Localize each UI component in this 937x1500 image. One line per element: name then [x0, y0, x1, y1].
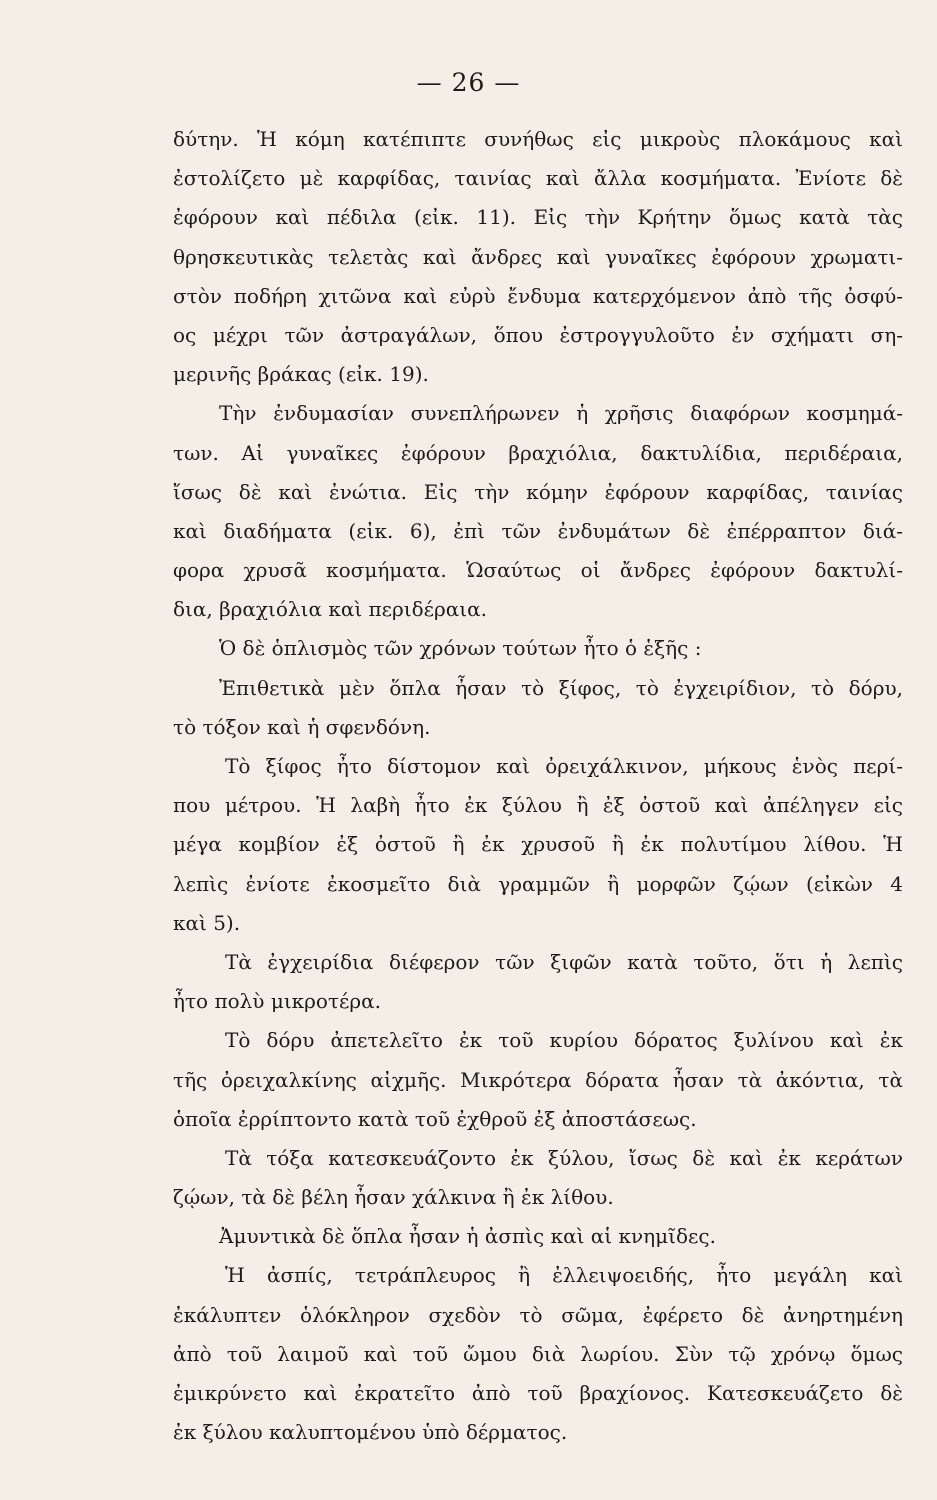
text-line: τῆς ὀρειχαλκίνης αἰχμῆς. Μικρότερα δόρατα ἦσαν τὰ ἀκόντια, τὰ — [173, 1067, 903, 1092]
text-line: ος μέχρι τῶν ἀστραγάλων, ὅπου ἐστρογγυλοῦτο ἐν σχήματι ση- — [173, 322, 903, 347]
text-line: ἐκάλυπτεν ὁλόκληρον σχεδὸν τὸ σῶμα, ἐφέρετο δὲ ἀνηρτημένη — [173, 1302, 903, 1327]
text-line: θρησκευτικὰς τελετὰς καὶ ἄνδρες καὶ γυναῖκες ἐφόρουν χρωματι- — [173, 244, 903, 269]
text-line: Ὁ δὲ ὁπλισμὸς τῶν χρόνων τούτων ἦτο ὁ ἑξῆς : — [219, 636, 702, 661]
text-line: Τὰ τόξα κατεσκευάζοντο ἐκ ξύλου, ἴσως δὲ καὶ ἐκ κεράτων — [225, 1145, 903, 1170]
body-text — [173, 120, 903, 1452]
text-line: Ἡ ἀσπίς, τετράπλευρος ἢ ἐλλειψοειδής, ἦτο μεγάλη καὶ — [225, 1263, 903, 1288]
text-line: τὸ τόξον καὶ ἡ σφενδόνη. — [173, 714, 431, 739]
text-line: δια, βραχιόλια καὶ περιδέραια. — [173, 597, 487, 622]
text-line: ἐμικρύνετο καὶ ἐκρατεῖτο ἀπὸ τοῦ βραχίονος. Κατεσκευάζετο δὲ — [173, 1381, 903, 1405]
text-line: λεπὶς ἐνίοτε ἐκοσμεῖτο διὰ γραμμῶν ἢ μορφῶν ζῴων (εἰκὼν 4 — [173, 871, 903, 896]
text-line: Ἀμυντικὰ δὲ ὅπλα ἦσαν ἡ ἀσπὶς καὶ αἱ κνημῖδες. — [219, 1224, 716, 1249]
text-line: ἐκ ξύλου καλυπτομένου ὑπὸ δέρματος. — [173, 1420, 568, 1445]
text-line: ὁποῖα ἐρρίπτοντο κατὰ τοῦ ἐχθροῦ ἐξ ἀποστάσεως. — [173, 1106, 697, 1131]
text-line: μερινῆς βράκας (εἰκ. 19). — [173, 362, 429, 387]
text-line: ἀπὸ τοῦ λαιμοῦ καὶ τοῦ ὤμου διὰ λωρίου. Σὺν τῷ χρόνῳ ὅμως — [173, 1341, 903, 1366]
text-line: ζῴων, τὰ δὲ βέλη ἦσαν χάλκινα ἢ ἐκ λίθου. — [173, 1185, 614, 1210]
text-line: καὶ διαδήματα (εἰκ. 6), ἐπὶ τῶν ἐνδυμάτων δὲ ἐπέρραπτον διά- — [173, 518, 903, 543]
page-number: — 26 — — [416, 68, 521, 97]
text-line: που μέτρου. Ἡ λαβὴ ἦτο ἐκ ξύλου ἢ ἐξ ὀστοῦ καὶ ἀπέληγεν εἰς — [173, 793, 903, 818]
text-line: Τὸ δόρυ ἀπετελεῖτο ἐκ τοῦ κυρίου δόρατος ξυλίνου καὶ ἐκ — [225, 1028, 903, 1053]
text-line: Τὸ ξίφος ἦτο δίστομον καὶ ὀρειχάλκινον, μήκους ἑνὸς περί- — [225, 754, 903, 778]
text-line: ἦτο πολὺ μικροτέρα. — [173, 989, 382, 1014]
text-line: μέγα κομβίον ἐξ ὀστοῦ ἢ ἐκ χρυσοῦ ἢ ἐκ πολυτίμου λίθου. Ἡ — [173, 832, 903, 857]
text-line: των. Αἱ γυναῖκες ἐφόρουν βραχιόλια, δακτυλίδια, περιδέραια, — [173, 440, 903, 465]
text-line: καὶ 5). — [173, 910, 241, 935]
text-line: φορα χρυσᾶ κοσμήματα. Ὡσαύτως οἱ ἄνδρες ἐφόρουν δακτυλί- — [173, 558, 903, 583]
text-line: ἐστολίζετο μὲ καρφίδας, ταινίας καὶ ἄλλα κοσμήματα. Ἐνίοτε δὲ — [173, 166, 903, 191]
text-line: δύτην. Ἡ κόμη κατέπιπτε συνήθως εἰς μικροὺς πλοκάμους καὶ — [173, 127, 903, 151]
text-line: ἐφόρουν καὶ πέδιλα (εἰκ. 11). Εἰς τὴν Κρήτην ὅμως κατὰ τὰς — [173, 205, 903, 230]
text-line: ἴσως δὲ καὶ ἐνώτια. Εἰς τὴν κόμην ἐφόρουν καρφίδας, ταινίας — [173, 479, 903, 504]
text-line: Ἐπιθετικὰ μὲν ὅπλα ἦσαν τὸ ξίφος, τὸ ἐγχειρίδιον, τὸ δόρυ, — [219, 675, 903, 700]
text-line: Τὴν ἐνδυμασίαν συνεπλήρωνεν ἡ χρῆσις διαφόρων κοσμημά- — [219, 401, 903, 426]
text-line: Τὰ ἐγχειρίδια διέφερον τῶν ξιφῶν κατὰ τοῦτο, ὅτι ἡ λεπὶς — [225, 949, 903, 974]
text-line: στὸν ποδήρη χιτῶνα καὶ εὐρὺ ἔνδυμα κατερχόμενον ἀπὸ τῆς ὀσφύ- — [173, 283, 903, 308]
